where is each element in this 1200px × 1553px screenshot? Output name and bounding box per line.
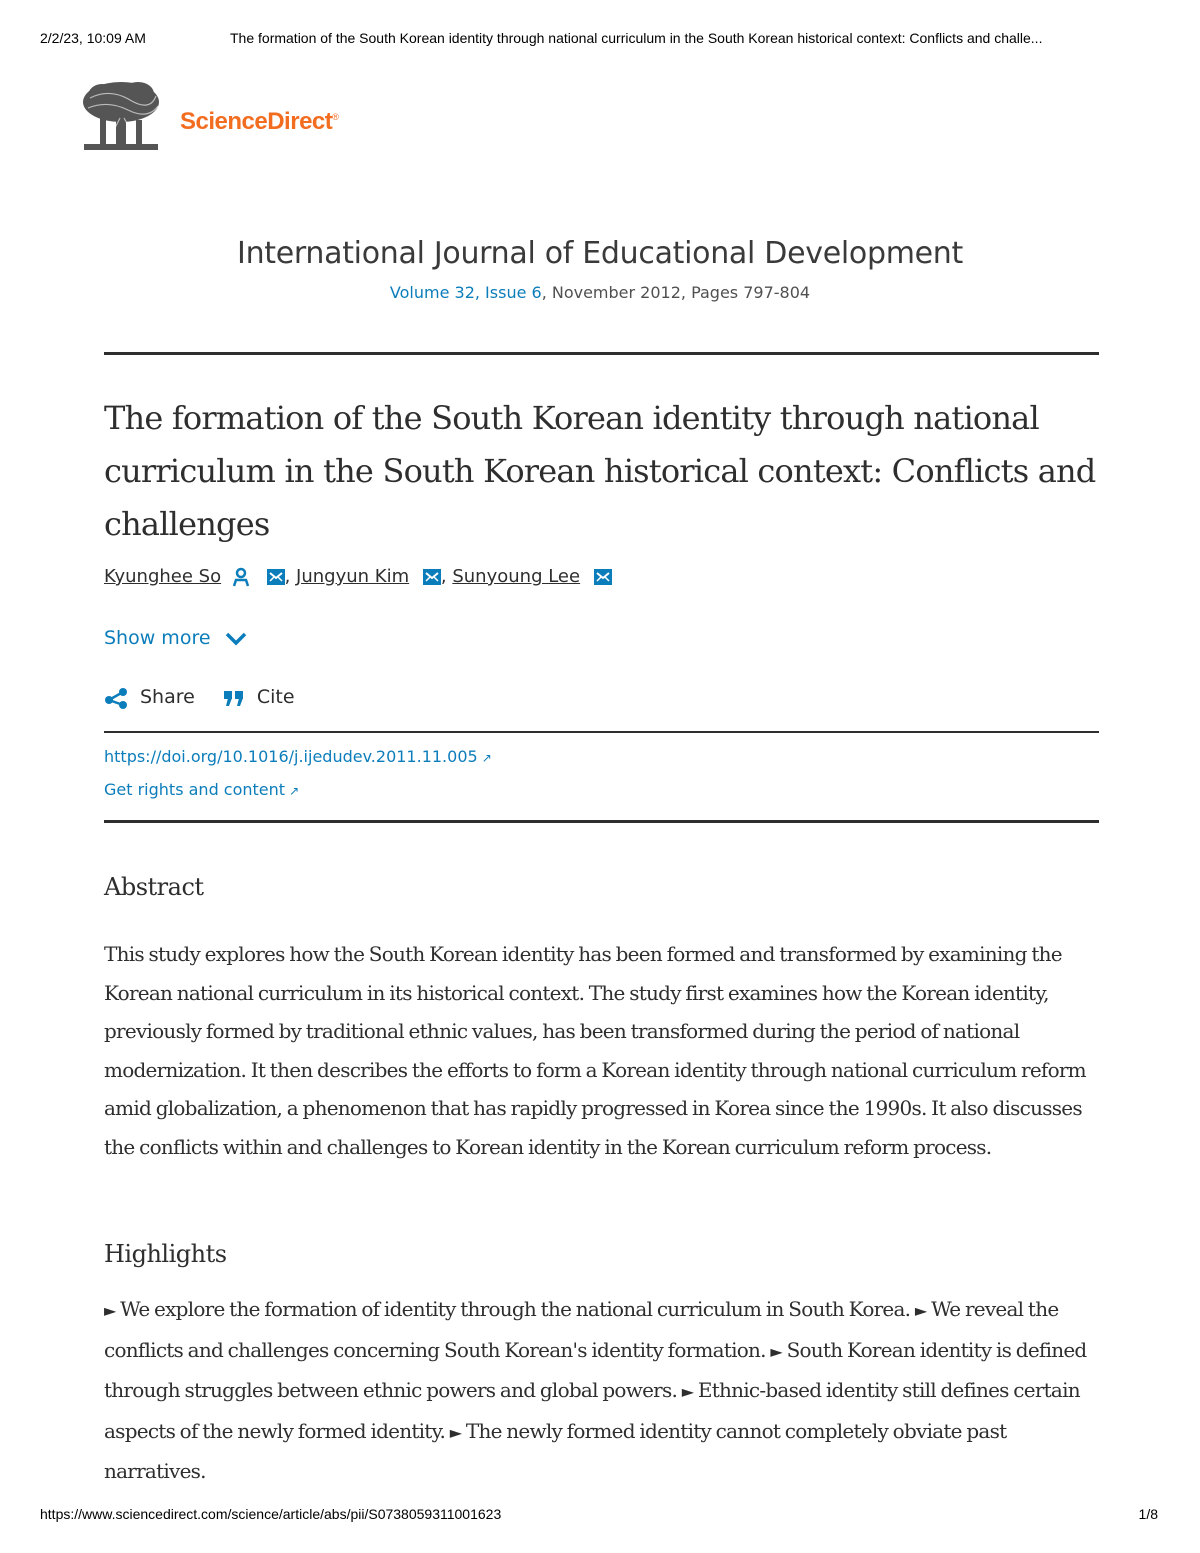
abstract-text: This study explores how the South Korean identity has been formed and transformed by examining the Korean national curriculum in its historical context. The study first examines how the Korean identity, previously formed by traditional ethnic values, has been transformed during the period of national modernization. It then describes the efforts to form a Korean identity through national curriculum reform amid globalization, a phenomenon that has rapidly progressed in Korea since the 1990s. It also discusses the conflicts within and challenges to Korean identity in the Korean curriculum reform process. [104, 942, 1086, 1159]
cite-button[interactable]: Cite [223, 686, 295, 708]
highlight-item: ► Ethnic-based identity still defines certain aspects of the newly formed identity. [104, 1378, 1080, 1443]
external-link-icon: ↗ [481, 751, 492, 765]
email-icon[interactable] [594, 569, 612, 585]
highlights-heading: Highlights [104, 1240, 227, 1268]
highlight-item: ► We explore the formation of identity through the national curriculum in South Korea. [104, 1297, 911, 1321]
quote-icon [223, 689, 245, 707]
print-page-number: 1/8 [1138, 1506, 1158, 1522]
author-link[interactable]: Kyunghee So [104, 566, 222, 587]
elsevier-tree-icon [80, 78, 162, 154]
external-link-icon: ↗ [289, 784, 300, 798]
article-actions [104, 686, 317, 709]
author-link[interactable]: Jungyun Kim [296, 566, 410, 587]
highlight-item: ► South Korean identity is defined through struggles between ethnic powers and global powers. [104, 1337, 1087, 1402]
volume-link[interactable]: Volume 32 [389, 283, 475, 302]
print-url: https://www.sciencedirect.com/science/article/abs/pii/S0738059311001623 [40, 1506, 502, 1522]
publication-details: , November 2012, Pages 797-804 [541, 283, 811, 302]
email-icon[interactable] [423, 569, 441, 585]
highlight-item: ► We reveal the conflicts and challenges concerning South Korean's identity formation. [104, 1297, 1059, 1362]
print-footer [0, 1506, 1200, 1526]
author-list: Kyunghee So , Jungyun Kim , Sunyoung Lee [104, 566, 612, 587]
rights-link[interactable]: Get rights and content ↗ [104, 780, 300, 799]
divider [104, 352, 1099, 355]
journal-title[interactable]: International Journal of Educational Development [237, 236, 963, 271]
article-title: The formation of the South Korean identity through national curriculum in the South Korean historical context: Conflicts and challenges [104, 399, 1096, 543]
print-datetime: 2/2/23, 10:09 AM [40, 30, 146, 46]
divider [104, 731, 1099, 733]
highlights-text [104, 1290, 1109, 1491]
print-header [0, 30, 1200, 50]
email-icon[interactable] [267, 569, 285, 585]
show-more-button[interactable]: Show more [104, 627, 247, 649]
corresponding-author-icon[interactable] [231, 567, 251, 587]
divider [104, 820, 1099, 823]
print-page-title: The formation of the South Korean identity through national curriculum in the South Korean historical context: Conflicts and challe... [230, 30, 1043, 46]
doi-link[interactable]: https://doi.org/10.1016/j.ijedudev.2011.11.005 ↗ [104, 747, 492, 766]
brand-wordmark: ScienceDirect® [180, 108, 339, 135]
author-link[interactable]: Sunyoung Lee [452, 566, 581, 587]
highlight-item: ► The newly formed identity cannot completely obviate past narratives. [104, 1418, 1007, 1483]
abstract-heading: Abstract [104, 873, 204, 901]
issue-link[interactable]: Issue 6 [485, 283, 542, 302]
chevron-down-icon [225, 632, 247, 646]
journal-info [0, 236, 1200, 302]
journal-issue-line: Volume 32, Issue 6, November 2012, Pages 797-804 [389, 283, 811, 302]
share-button[interactable]: Share [104, 686, 195, 709]
share-icon [104, 687, 128, 709]
sciencedirect-logo[interactable] [80, 78, 380, 154]
